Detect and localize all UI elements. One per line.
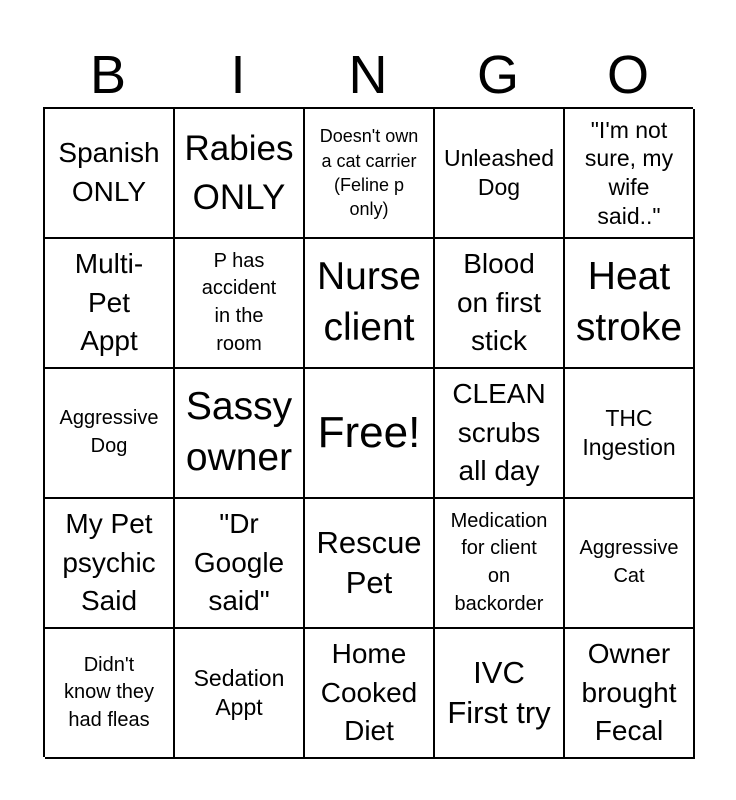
bingo-cell-r1-c4[interactable]: Unleashed Dog <box>435 109 565 239</box>
bingo-cell-r4-c1[interactable]: My Pet psychic Said <box>45 499 175 629</box>
header-letter-g: G <box>476 45 519 105</box>
bingo-cell-r1-c3[interactable]: Doesn't own a cat carrier (Feline p only) <box>305 109 435 239</box>
bingo-cell-r4-c3[interactable]: Rescue Pet <box>305 499 435 629</box>
bingo-cell-r2-c1[interactable]: Multi- Pet Appt <box>45 239 175 369</box>
bingo-cell-r5-c2[interactable]: Sedation Appt <box>175 629 305 759</box>
bingo-board <box>43 107 693 757</box>
bingo-cell-r2-c4[interactable]: Blood on first stick <box>435 239 565 369</box>
bingo-cell-r4-c2[interactable]: "Dr Google said" <box>175 499 305 629</box>
bingo-cell-r2-c5[interactable]: Heat stroke <box>565 239 695 369</box>
bingo-cell-r3-c1[interactable]: Aggressive Dog <box>45 369 175 499</box>
bingo-cell-r2-c2[interactable]: P has accident in the room <box>175 239 305 369</box>
header-letter-b: B <box>89 45 127 105</box>
bingo-cell-r3-c4[interactable]: CLEAN scrubs all day <box>435 369 565 499</box>
bingo-cell-r2-c3[interactable]: Nurse client <box>305 239 435 369</box>
bingo-cell-free[interactable]: Free! <box>305 369 435 499</box>
bingo-cell-r1-c1[interactable]: Spanish ONLY <box>45 109 175 239</box>
bingo-cell-r5-c1[interactable]: Didn't know they had fleas <box>45 629 175 759</box>
bingo-cell-r5-c3[interactable]: Home Cooked Diet <box>305 629 435 759</box>
bingo-cell-r3-c2[interactable]: Sassy owner <box>175 369 305 499</box>
header-letter-n: N <box>348 45 388 105</box>
header-letter-i: I <box>230 45 246 105</box>
bingo-cell-r4-c4[interactable]: Medication for client on backorder <box>435 499 565 629</box>
bingo-cell-r5-c4[interactable]: IVC First try <box>435 629 565 759</box>
bingo-cell-r1-c5[interactable]: "I'm not sure, my wife said.." <box>565 109 695 239</box>
bingo-cell-r1-c2[interactable]: Rabies ONLY <box>175 109 305 239</box>
bingo-cell-r4-c5[interactable]: Aggressive Cat <box>565 499 695 629</box>
bingo-header <box>43 45 693 105</box>
header-letter-o: O <box>606 45 649 105</box>
bingo-cell-r3-c5[interactable]: THC Ingestion <box>565 369 695 499</box>
bingo-cell-r5-c5[interactable]: Owner brought Fecal <box>565 629 695 759</box>
